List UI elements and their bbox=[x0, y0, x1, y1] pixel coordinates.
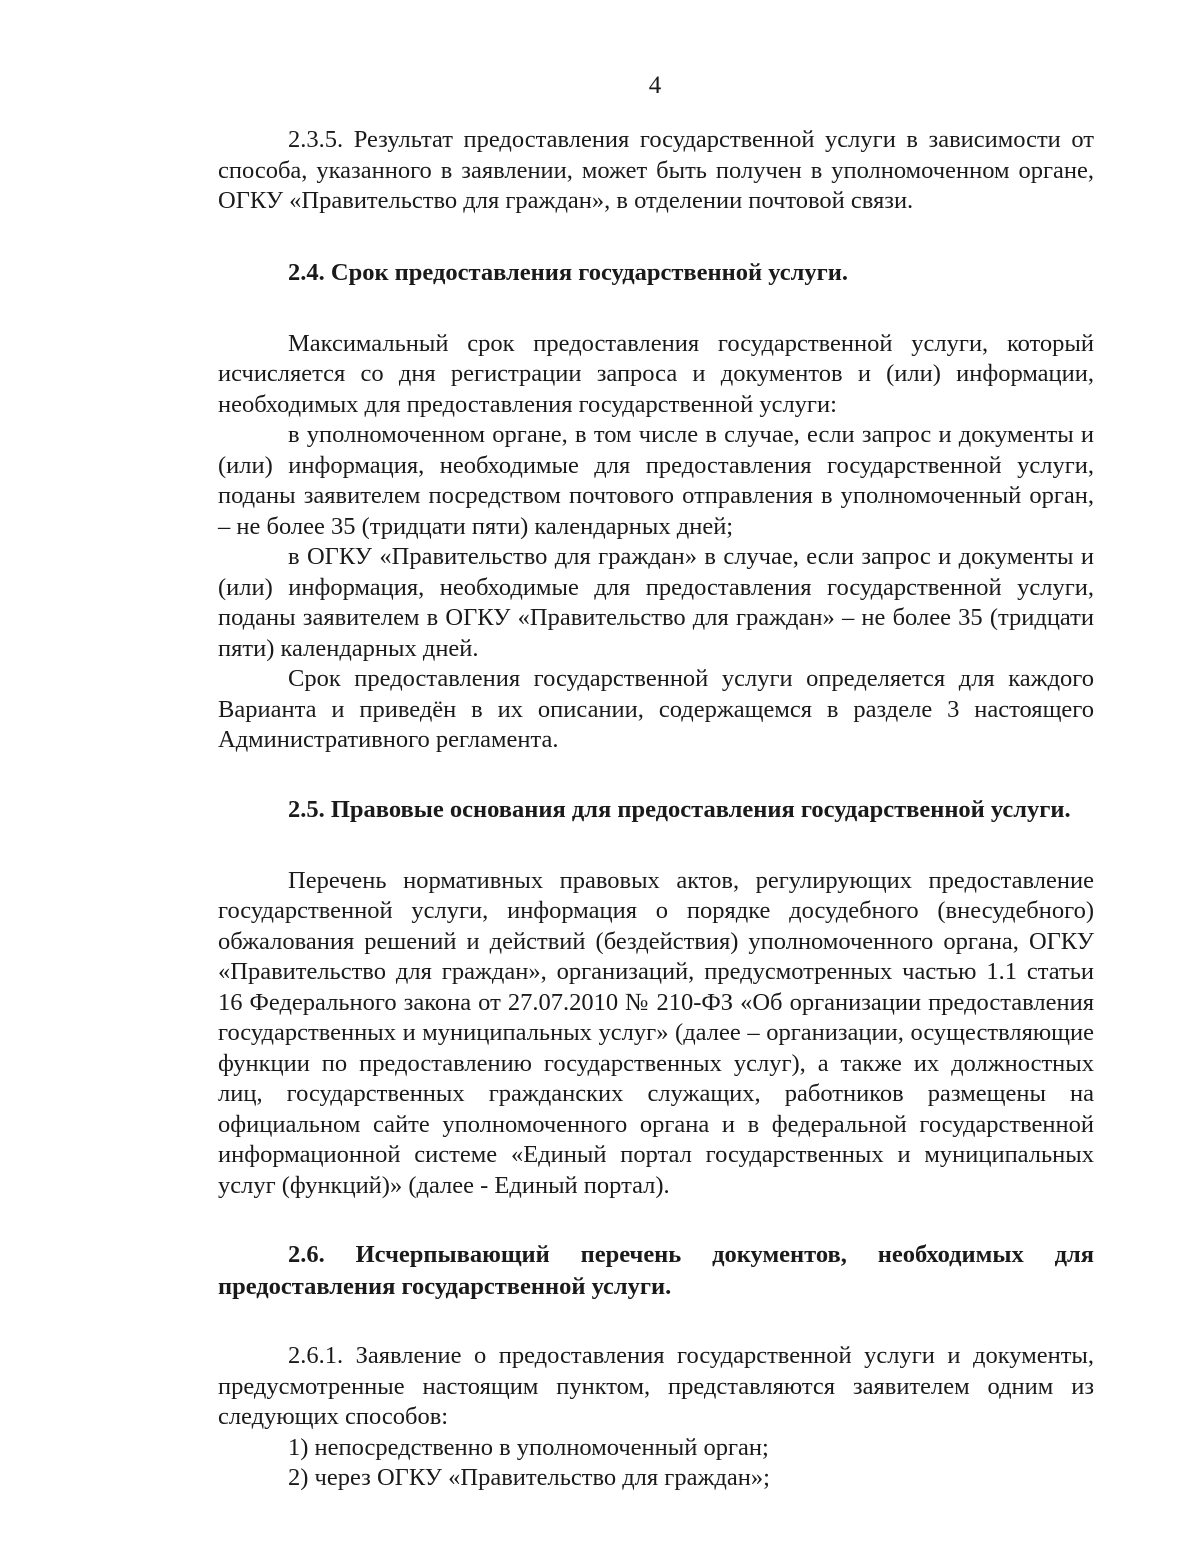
paragraph-legal-list: Перечень нормативных правовых актов, регулирующих предоставление государственной услуги, информация о порядке досудебного (внесудебного) обжалования решений и действий (бездействия) уполномоченного органа, ОГКУ «Правительство для граждан», организаций, предусмотренных частью 1.1 статьи 16 Федерального закона от 27.07.2010 № 210-ФЗ «Об организации предоставления государственных и муниципальных услуг» (далее – организации, осуществляющие функции по предоставлению государственных услуг), а также их должностных лиц, государственных гражданских служащих, работников размещены на официальном сайте уполномоченного органа и в федеральной государственной информационной системе «Единый портал государственных и муниципальных услуг (функций)» (далее - Единый портал). bbox=[218, 866, 1094, 1199]
paragraph-max-term: Максимальный срок предоставления государственной услуги, который исчисляется со дня регистрации запроса и документов и (или) информации, необходимых для предоставления государственной услуги: bbox=[218, 329, 1094, 418]
paragraph-ogku: в ОГКУ «Правительство для граждан» в случае, если запрос и документы и (или) информация, необходимые для предоставления государственной услуги, поданы заявителем в ОГКУ «Правительство для граждан» – не более 35 (тридцати пяти) календарных дней. bbox=[218, 543, 1094, 662]
list-item-2: 2) через ОГКУ «Правительство для граждан»; bbox=[288, 1464, 770, 1491]
paragraph-2-3-5: 2.3.5. Результат предоставления государственной услуги в зависимости от способа, указанного в заявлении, может быть получен в уполномоченном органе, ОГКУ «Правительство для граждан», в отделении почтовой связи. bbox=[218, 126, 1094, 214]
document-body bbox=[218, 125, 1094, 1494]
heading-2-4: 2.4. Срок предоставления государственной услуги. bbox=[288, 258, 848, 286]
heading-2-6: 2.6. Исчерпывающий перечень документов, необходимых для предоставления государственной услуги. bbox=[218, 1241, 1094, 1300]
page-number: 4 bbox=[648, 72, 662, 99]
paragraph-term-variant: Срок предоставления государственной услуги определяется для каждого Варианта и приведён в их описании, содержащемся в разделе 3 настоящего Административного регламента. bbox=[218, 665, 1094, 753]
heading-2-5: 2.5. Правовые основания для предоставления государственной услуги. bbox=[288, 795, 1071, 823]
paragraph-2-6-1: 2.6.1. Заявление о предоставления государственной услуги и документы, предусмотренные настоящим пунктом, представляются заявителем одним из следующих способов: bbox=[218, 1342, 1094, 1430]
list-item-1: 1) непосредственно в уполномоченный орган; bbox=[288, 1433, 769, 1461]
paragraph-authorized-body: в уполномоченном органе, в том числе в случае, если запрос и документы и (или) информация, необходимые для предоставления государственной услуги, поданы заявителем посредством почтового отправления в уполномоченный орган, – не более 35 (тридцати пяти) календарных дней; bbox=[218, 421, 1094, 540]
